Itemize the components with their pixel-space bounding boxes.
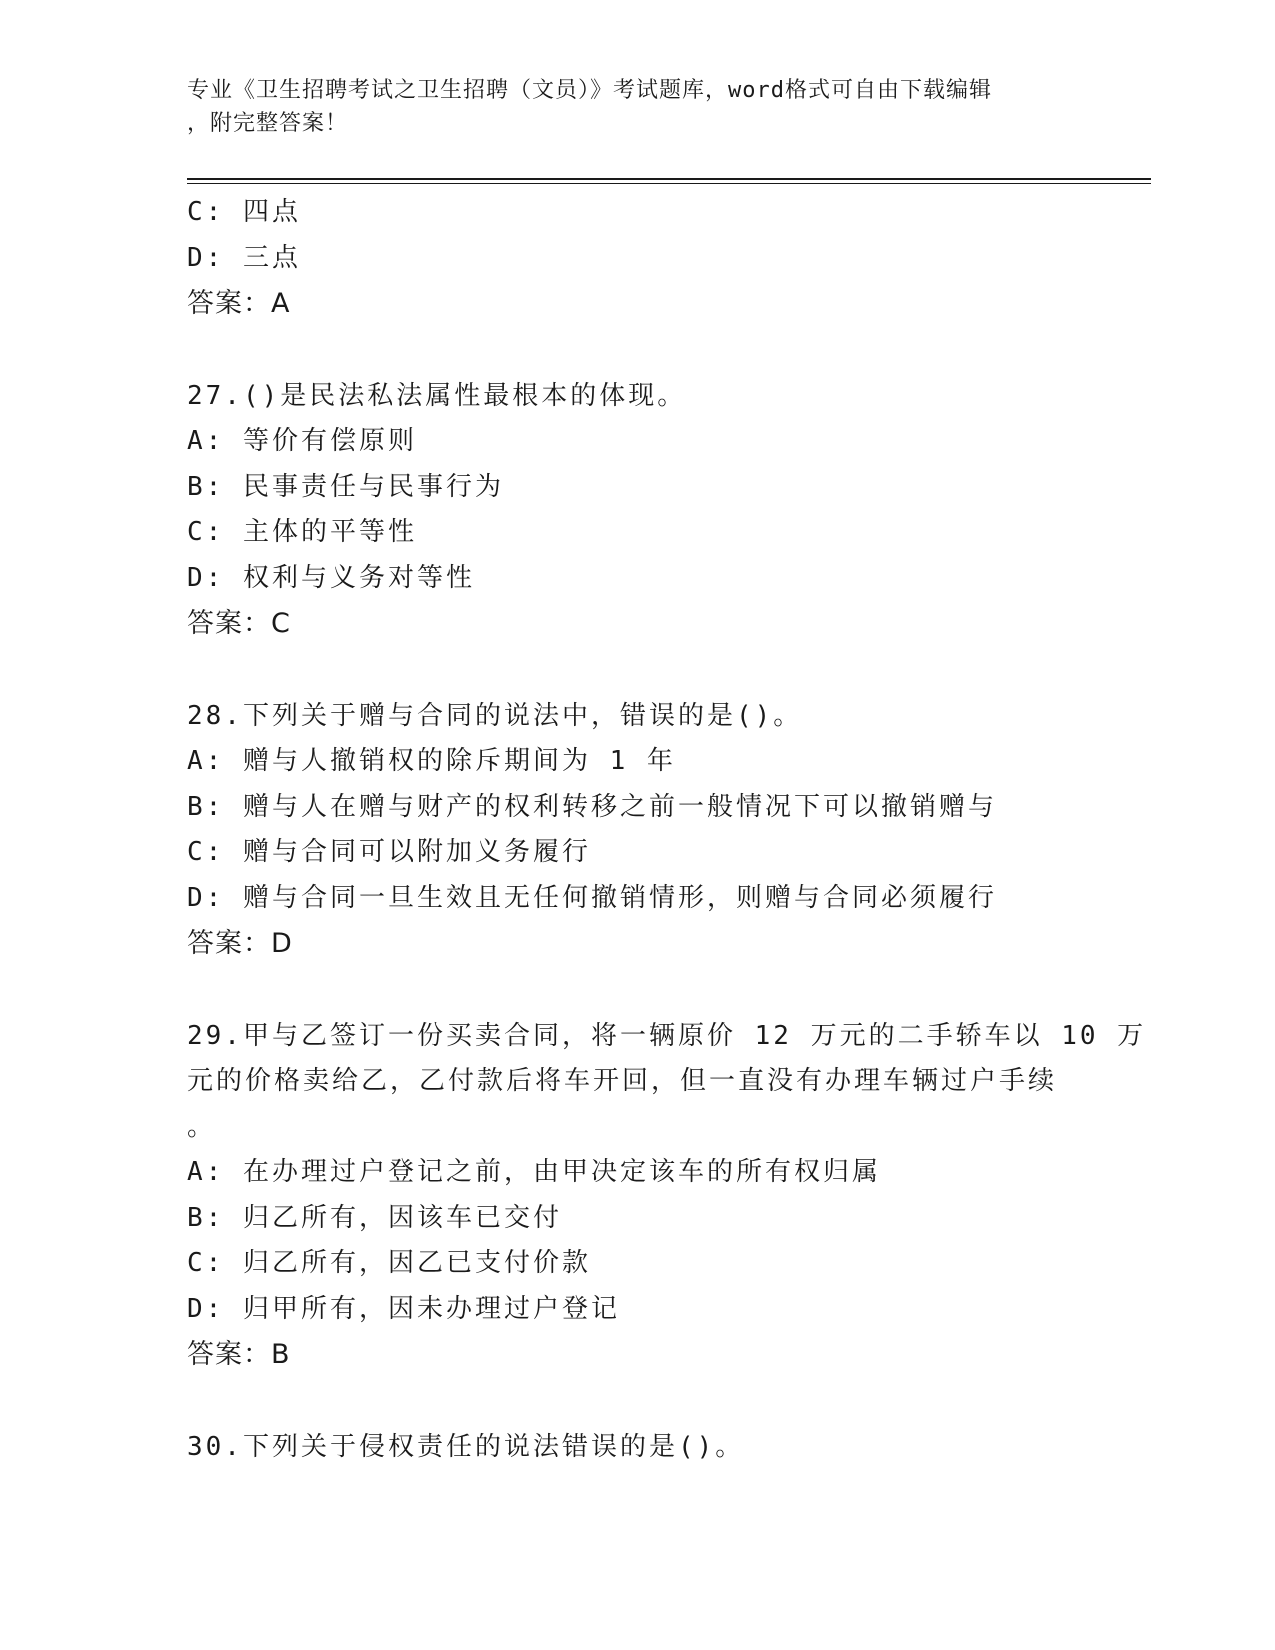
header-line-2: ，附完整答案！ [187, 111, 349, 136]
option-b: B: 民事责任与民事行为 [187, 471, 504, 502]
option-b: B: 归乙所有，因该车已交付 [187, 1202, 562, 1233]
option-c: C: 归乙所有，因乙已支付价款 [187, 1248, 591, 1278]
question-stem-27: 27.()是民法私法属性最根本的体现。 [187, 380, 687, 411]
answer-line: 答案：C [187, 608, 291, 639]
header-line-1: 专业《卫生招聘考试之卫生招聘（文员）》考试题库，word格式可自由下载编辑 [187, 78, 992, 103]
header-divider-thin [187, 183, 1151, 184]
answer-line: 答案：B [187, 1339, 291, 1370]
option-d: D: 权利与义务对等性 [187, 562, 475, 593]
question-stem-30: 30.下列关于侵权责任的说法错误的是()。 [187, 1431, 745, 1462]
question-content [187, 190, 1147, 1470]
header-divider-thick [187, 178, 1151, 180]
answer-line: 答案：D [187, 928, 293, 959]
option-c: C: 四点 [187, 197, 301, 227]
option-d: D: 三点 [187, 242, 301, 273]
option-a: A: 在办理过户登记之前，由甲决定该车的所有权归属 [187, 1157, 881, 1187]
option-d: D: 归甲所有，因未办理过户登记 [187, 1293, 620, 1324]
option-c: C: 主体的平等性 [187, 517, 417, 547]
document-header [187, 74, 1067, 140]
answer-line: 答案：A [187, 288, 291, 319]
option-b: B: 赠与人在赠与财产的权利转移之前一般情况下可以撤销赠与 [187, 791, 997, 822]
option-c: C: 赠与合同可以附加义务履行 [187, 837, 591, 867]
question-stem-29-cont: 元的价格卖给乙，乙付款后将车开回，但一直没有办理车辆过户手续 [187, 1066, 1058, 1096]
question-stem-29-end: 。 [187, 1111, 217, 1142]
question-stem-29: 29.甲与乙签订一份买卖合同，将一辆原价 12 万元的二手轿车以 10 万 [187, 1020, 1147, 1051]
option-d: D: 赠与合同一旦生效且无任何撤销情形，则赠与合同必须履行 [187, 882, 997, 913]
question-stem-28: 28.下列关于赠与合同的说法中，错误的是()。 [187, 700, 803, 731]
option-a: A: 等价有偿原则 [187, 426, 417, 456]
option-a: A: 赠与人撤销权的除斥期间为 1 年 [187, 746, 676, 776]
